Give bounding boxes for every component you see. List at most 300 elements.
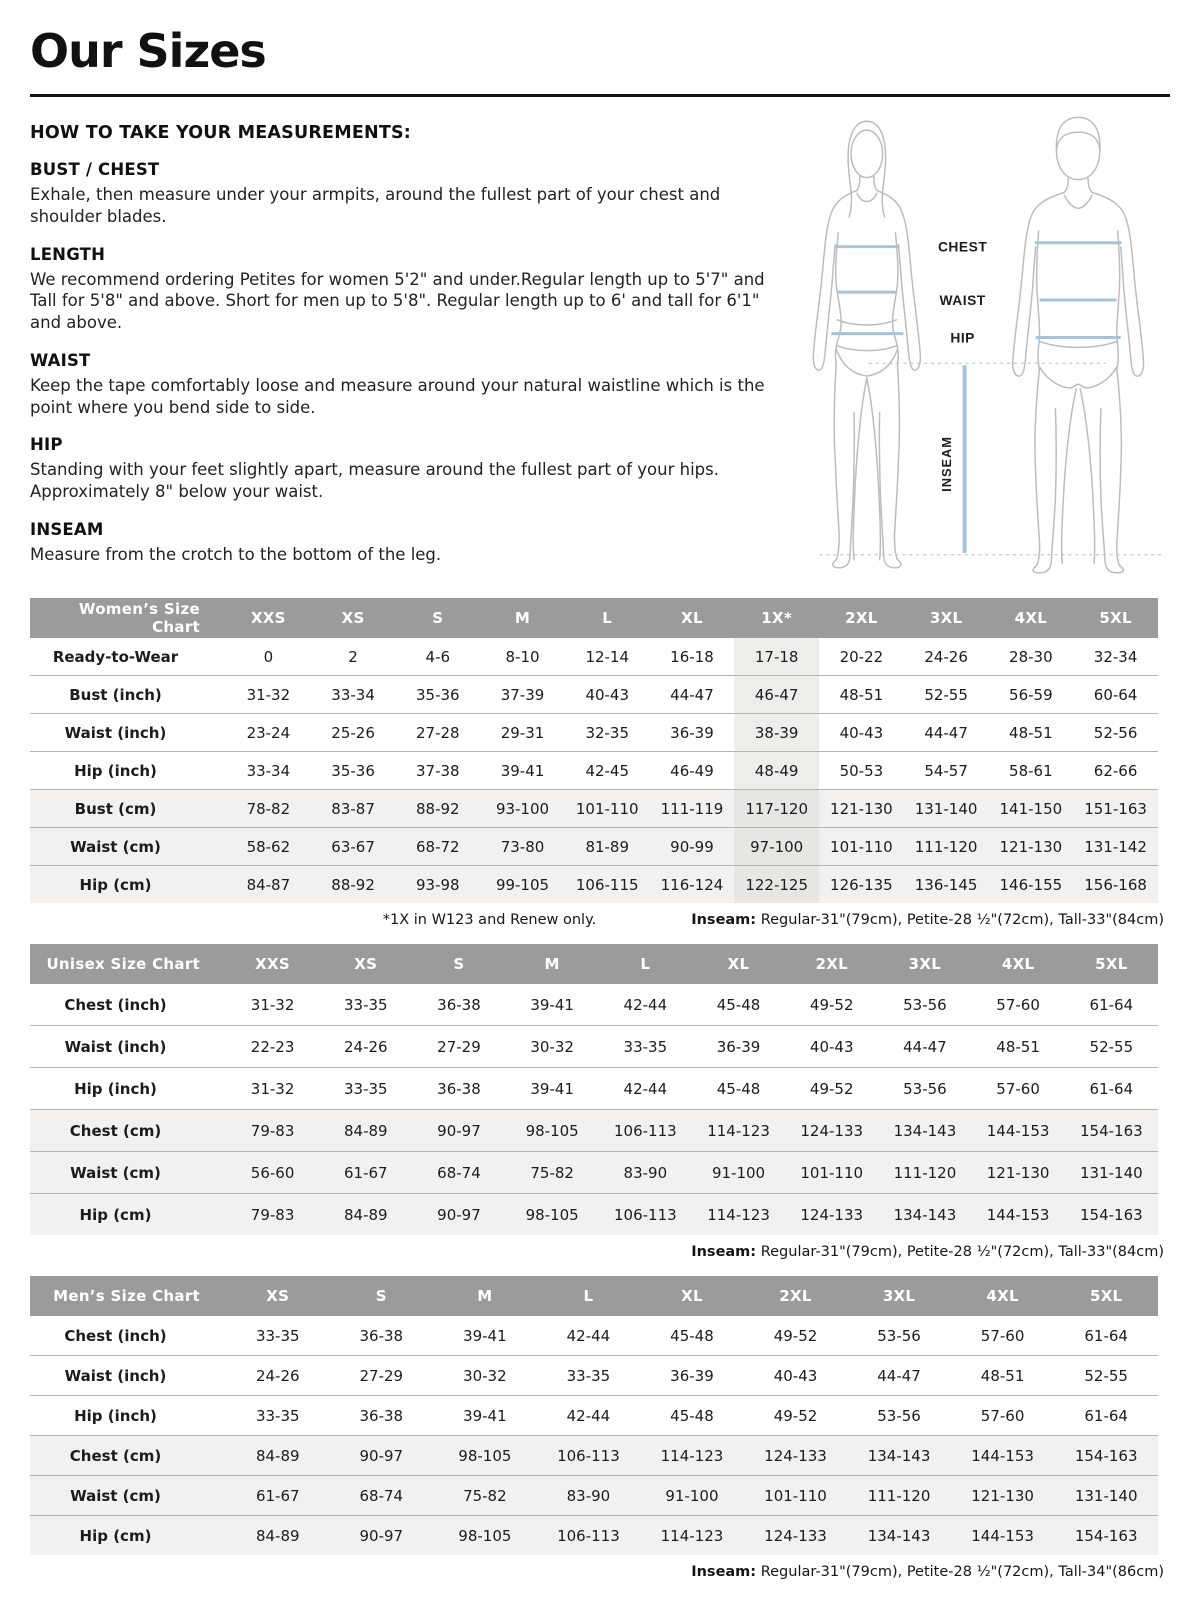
inseam-dash-lines — [819, 363, 1162, 555]
size-value-cell: 53-56 — [878, 1068, 971, 1110]
row-label-cell: Bust (cm) — [30, 790, 226, 828]
size-value-cell: 27-29 — [330, 1356, 434, 1396]
size-value-cell: 111-120 — [904, 828, 989, 866]
size-value-cell: 144-153 — [951, 1516, 1055, 1556]
size-value-cell: 101-110 — [565, 790, 650, 828]
size-value-cell: 12-14 — [585, 647, 630, 666]
table-row — [30, 676, 1158, 714]
body-measurement-diagram — [775, 107, 1170, 578]
size-value-cell: 79-83 — [226, 1194, 319, 1236]
inseam-footnote: Inseam: Regular-31"(79cm), Petite-28 ½"(72cm), Tall-33"(84cm) — [691, 912, 1164, 928]
size-value-cell: 42-44 — [623, 995, 668, 1014]
size-header-cell: XS — [311, 598, 396, 638]
size-value-cell: 90-99 — [650, 828, 735, 866]
size-value-cell: 31-32 — [226, 676, 311, 714]
size-value-cell: 49-52 — [785, 1068, 878, 1110]
size-value-cell: 29-31 — [480, 714, 565, 752]
size-value-cell: 131-140 — [1065, 1152, 1158, 1194]
size-value-cell: 31-32 — [250, 995, 295, 1014]
size-value-cell: 124-133 — [785, 1110, 878, 1152]
size-value-cell: 35-36 — [311, 752, 396, 790]
size-value-cell: 39-41 — [530, 995, 574, 1014]
row-label-cell: Waist (cm) — [30, 1476, 226, 1516]
size-value-cell: 33-35 — [599, 1026, 692, 1068]
size-value-cell: 39-41 — [506, 1068, 599, 1110]
size-value-cell: 79-83 — [226, 1110, 319, 1152]
size-value-cell: 48-51 — [988, 714, 1073, 752]
instruction-section — [30, 351, 775, 419]
size-value-cell: 37-38 — [395, 752, 480, 790]
size-value-cell: 61-64 — [1089, 995, 1134, 1014]
size-value-cell: 20-22 — [839, 647, 884, 666]
inseam-footnote: Inseam: Regular-31"(79cm), Petite-28 ½"(72cm), Tall-33"(84cm) — [691, 1244, 1164, 1260]
instruction-section-title: WAIST — [30, 350, 91, 370]
size-value-cell: 106-115 — [565, 866, 650, 904]
size-value-cell: 126-135 — [819, 866, 904, 904]
instruction-section-body: We recommend ordering Petites for women 5'2" and under.Regular length up to 5'7" and Tall for 5'8" and above. Short for men up to 5'8". Regular length up to 6' and tall for 6'1" and above. — [30, 269, 765, 333]
size-value-cell: 52-56 — [1073, 714, 1158, 752]
size-value-cell: 124-133 — [785, 1194, 878, 1236]
size-value-cell: 39-41 — [463, 1326, 507, 1345]
size-value-cell: 2 — [348, 647, 358, 666]
table-title-cell: Men’s Size Chart — [30, 1276, 226, 1316]
size-value-cell: 83-90 — [537, 1476, 641, 1516]
size-value-cell: 114-123 — [640, 1436, 744, 1476]
size-value-cell: 33-35 — [255, 1326, 300, 1345]
size-value-cell: 56-60 — [226, 1152, 319, 1194]
size-value-cell: 35-36 — [395, 676, 480, 714]
unisex-size-chart-section — [30, 944, 1170, 1262]
size-value-cell: 75-82 — [433, 1476, 537, 1516]
male-figure — [1013, 117, 1144, 572]
table-footnotes — [30, 1235, 1170, 1262]
size-value-cell: 93-98 — [395, 866, 480, 904]
row-label-cell: Hip (inch) — [30, 752, 226, 790]
size-value-cell: 24-26 — [924, 647, 968, 666]
size-value-cell: 84-89 — [226, 1436, 330, 1476]
size-value-cell: 30-32 — [506, 1026, 599, 1068]
size-value-cell: 45-48 — [692, 1068, 785, 1110]
size-value-cell: 23-24 — [226, 714, 311, 752]
size-value-cell: 24-26 — [319, 1026, 412, 1068]
size-value-cell: 36-39 — [650, 714, 735, 752]
table-row — [30, 984, 1158, 1026]
size-value-cell: 61-64 — [1054, 1396, 1158, 1436]
size-value-cell: 0 — [263, 647, 274, 666]
size-value-cell: 42-44 — [566, 1326, 611, 1345]
size-value-cell: 54-57 — [904, 752, 989, 790]
size-value-cell: 44-47 — [847, 1356, 951, 1396]
size-value-cell: 8-10 — [505, 647, 540, 666]
size-value-cell: 32-34 — [1093, 647, 1138, 666]
size-value-cell: 83-87 — [311, 790, 396, 828]
size-value-cell: 116-124 — [650, 866, 735, 904]
measurement-instructions — [30, 107, 775, 578]
size-header-cell: S — [395, 598, 480, 638]
size-value-cell: 56-59 — [988, 676, 1073, 714]
instruction-sections — [30, 160, 775, 566]
table-row — [30, 1476, 1158, 1516]
size-value-cell: 114-123 — [692, 1194, 785, 1236]
size-value-cell: 117-120 — [734, 790, 819, 828]
size-header-cell: 2XL — [785, 944, 878, 984]
unisex-size-chart — [30, 944, 1158, 1235]
size-value-cell: 84-89 — [226, 1516, 330, 1556]
table-row — [30, 1026, 1158, 1068]
size-value-cell: 111-120 — [878, 1152, 971, 1194]
size-value-cell: 22-23 — [226, 1026, 319, 1068]
size-header-cell: 4XL — [951, 1276, 1055, 1316]
size-header-cell: L — [565, 598, 650, 638]
size-value-cell: 24-26 — [226, 1356, 330, 1396]
size-value-cell: 101-110 — [819, 828, 904, 866]
size-value-cell: 91-100 — [640, 1476, 744, 1516]
instruction-section-title: HIP — [30, 435, 63, 455]
size-value-cell: 33-35 — [226, 1396, 330, 1436]
size-value-cell: 154-163 — [1065, 1194, 1158, 1236]
table-title-cell: Unisex Size Chart — [30, 944, 226, 984]
size-value-cell: 122-125 — [734, 866, 819, 904]
size-value-cell: 52-55 — [904, 676, 989, 714]
size-value-cell: 98-105 — [433, 1516, 537, 1556]
size-value-cell: 124-133 — [744, 1516, 848, 1556]
size-value-cell: 134-143 — [878, 1194, 971, 1236]
size-value-cell: 106-113 — [599, 1194, 692, 1236]
size-header-cell: 5XL — [1054, 1276, 1158, 1316]
size-value-cell: 45-48 — [670, 1326, 714, 1345]
size-value-cell: 45-48 — [716, 995, 761, 1014]
size-value-cell: 48-51 — [819, 676, 904, 714]
size-value-cell: 90-97 — [330, 1516, 434, 1556]
size-value-cell: 33-35 — [343, 995, 388, 1014]
size-value-cell: 63-67 — [311, 828, 396, 866]
size-value-cell: 124-133 — [744, 1436, 848, 1476]
size-value-cell: 44-47 — [650, 676, 735, 714]
size-value-cell: 42-44 — [599, 1068, 692, 1110]
size-value-cell: 134-143 — [878, 1110, 971, 1152]
figures-illustration — [775, 107, 1170, 574]
size-value-cell: 106-113 — [537, 1516, 641, 1556]
table-row — [30, 828, 1158, 866]
size-value-cell: 33-35 — [537, 1356, 641, 1396]
size-header-cell: 4XL — [972, 944, 1065, 984]
waist-label: WAIST — [939, 291, 986, 308]
size-value-cell: 58-62 — [226, 828, 311, 866]
inseam-label: INSEAM — [938, 436, 954, 492]
size-value-cell: 144-153 — [972, 1194, 1065, 1236]
size-value-cell: 40-43 — [785, 1026, 878, 1068]
size-value-cell: 78-82 — [226, 790, 311, 828]
row-label-cell: Waist (cm) — [30, 828, 226, 866]
size-value-cell: 57-60 — [951, 1396, 1055, 1436]
size-value-cell: 97-100 — [734, 828, 819, 866]
row-label-cell: Waist (inch) — [30, 1026, 226, 1068]
row-label-cell: Waist (inch) — [30, 1356, 226, 1396]
size-value-cell: 49-52 — [809, 995, 854, 1014]
size-value-cell: 36-38 — [330, 1396, 434, 1436]
size-value-cell: 27-28 — [395, 714, 480, 752]
row-label-cell: Waist (cm) — [30, 1152, 226, 1194]
female-figure — [813, 121, 920, 568]
size-value-cell: 154-163 — [1065, 1110, 1158, 1152]
hip-label: HIP — [950, 329, 975, 346]
size-header-cell: S — [330, 1276, 434, 1316]
size-value-cell: 48-49 — [734, 752, 819, 790]
size-header-cell: 3XL — [878, 944, 971, 984]
size-value-cell: 61-64 — [1065, 1068, 1158, 1110]
row-label-cell: Ready-to-Wear — [52, 647, 179, 666]
size-value-cell: 48-51 — [972, 1026, 1065, 1068]
instruction-section-body: Keep the tape comfortably loose and measure around your natural waistline which is the point where you bend side to side. — [30, 375, 765, 417]
size-value-cell: 28-30 — [1009, 647, 1053, 666]
size-value-cell: 121-130 — [951, 1476, 1055, 1516]
size-value-cell: 111-120 — [847, 1476, 951, 1516]
size-value-cell: 88-92 — [395, 790, 480, 828]
size-value-cell: 4-6 — [425, 647, 451, 666]
size-value-cell: 31-32 — [226, 1068, 319, 1110]
size-value-cell: 141-150 — [988, 790, 1073, 828]
instruction-section — [30, 520, 775, 566]
size-value-cell: 144-153 — [972, 1110, 1065, 1152]
size-value-cell: 73-80 — [480, 828, 565, 866]
size-value-cell: 106-113 — [599, 1110, 692, 1152]
instruction-section-body: Standing with your feet slightly apart, measure around the fullest part of your hips. Approximately 8" below your waist. — [30, 460, 719, 502]
instruction-section — [30, 245, 775, 334]
size-value-cell: 131-140 — [1054, 1476, 1158, 1516]
size-value-cell: 40-43 — [565, 676, 650, 714]
header-row — [30, 598, 1158, 638]
size-value-cell: 151-163 — [1073, 790, 1158, 828]
table-row — [30, 1194, 1158, 1236]
size-value-cell: 36-38 — [437, 995, 481, 1014]
chest-label: CHEST — [937, 238, 988, 255]
size-value-cell: 75-82 — [506, 1152, 599, 1194]
size-value-cell: 101-110 — [785, 1152, 878, 1194]
size-value-cell: 98-105 — [433, 1436, 537, 1476]
table-row — [30, 790, 1158, 828]
size-value-cell: 57-60 — [996, 995, 1040, 1014]
instruction-section-body: Measure from the crotch to the bottom of the leg. — [30, 544, 442, 564]
size-value-cell: 36-39 — [692, 1026, 785, 1068]
row-label-cell: Hip (inch) — [30, 1396, 226, 1436]
size-header-cell: XXS — [226, 598, 311, 638]
size-value-cell: 52-55 — [1065, 1026, 1158, 1068]
instruction-section-body: Exhale, then measure under your armpits, around the fullest part of your chest and shoulder blades. — [30, 185, 721, 226]
mens-size-chart-section — [30, 1276, 1170, 1582]
size-value-cell: 81-89 — [565, 828, 650, 866]
size-value-cell: 50-53 — [819, 752, 904, 790]
size-value-cell: 44-47 — [878, 1026, 971, 1068]
size-value-cell: 98-105 — [506, 1194, 599, 1236]
inseam-footnote: Inseam: Regular-31"(79cm), Petite-28 ½"(72cm), Tall-34"(86cm) — [691, 1564, 1164, 1580]
size-header-cell: XS — [319, 944, 412, 984]
size-value-cell: 48-51 — [951, 1356, 1055, 1396]
size-header-cell: L — [599, 944, 692, 984]
size-value-cell: 17-18 — [734, 638, 819, 676]
size-header-cell: 3XL — [847, 1276, 951, 1316]
page-title: Our Sizes — [30, 24, 266, 78]
size-value-cell: 42-45 — [565, 752, 650, 790]
size-value-cell: 32-35 — [565, 714, 650, 752]
measurements-heading: HOW TO TAKE YOUR MEASUREMENTS: — [30, 123, 411, 143]
size-header-cell: S — [412, 944, 505, 984]
size-value-cell: 114-123 — [692, 1110, 785, 1152]
size-header-cell: XL — [640, 1276, 744, 1316]
size-value-cell: 154-163 — [1054, 1516, 1158, 1556]
intro-section — [30, 107, 1170, 578]
size-header-cell: XXS — [226, 944, 319, 984]
table-row — [30, 1152, 1158, 1194]
size-value-cell: 84-89 — [319, 1194, 412, 1236]
size-value-cell: 68-74 — [330, 1476, 434, 1516]
row-label-cell: Chest (inch) — [64, 1326, 167, 1345]
size-value-cell: 131-142 — [1073, 828, 1158, 866]
measurement-lines — [831, 243, 1121, 553]
table-title-cell: Women’s Size Chart — [30, 598, 226, 638]
size-value-cell: 60-64 — [1073, 676, 1158, 714]
size-value-cell: 33-35 — [319, 1068, 412, 1110]
size-value-cell: 68-74 — [412, 1152, 505, 1194]
size-value-cell: 53-56 — [903, 995, 947, 1014]
size-header-cell: 4XL — [988, 598, 1073, 638]
size-value-cell: 101-110 — [744, 1476, 848, 1516]
size-value-cell: 61-67 — [226, 1476, 330, 1516]
table-row — [30, 752, 1158, 790]
table-row — [30, 638, 1158, 676]
size-value-cell: 44-47 — [904, 714, 989, 752]
size-value-cell: 88-92 — [311, 866, 396, 904]
size-header-cell: L — [537, 1276, 641, 1316]
size-value-cell: 49-52 — [773, 1326, 818, 1345]
size-header-cell: M — [506, 944, 599, 984]
size-value-cell: 154-163 — [1054, 1436, 1158, 1476]
instruction-section-title: INSEAM — [30, 519, 104, 539]
row-label-cell: Waist (inch) — [30, 714, 226, 752]
header-row — [30, 944, 1158, 984]
size-value-cell: 114-123 — [640, 1516, 744, 1556]
size-value-cell: 37-39 — [480, 676, 565, 714]
size-value-cell: 36-38 — [412, 1068, 505, 1110]
size-header-cell: 5XL — [1073, 598, 1158, 638]
size-value-cell: 53-56 — [877, 1326, 921, 1345]
row-label-cell: Chest (cm) — [30, 1436, 226, 1476]
size-value-cell: 33-34 — [226, 752, 311, 790]
size-value-cell: 146-155 — [988, 866, 1073, 904]
size-value-cell: 49-52 — [744, 1396, 848, 1436]
size-value-cell: 39-41 — [480, 752, 565, 790]
size-value-cell: 40-43 — [819, 714, 904, 752]
size-header-cell: XS — [226, 1276, 330, 1316]
size-value-cell: 111-119 — [650, 790, 735, 828]
instruction-section — [30, 160, 775, 228]
size-value-cell: 91-100 — [692, 1152, 785, 1194]
row-label-cell: Chest (cm) — [30, 1110, 226, 1152]
table-row — [30, 1436, 1158, 1476]
size-value-cell: 46-47 — [734, 676, 819, 714]
size-header-cell: 1X* — [734, 598, 819, 638]
size-value-cell: 61-67 — [319, 1152, 412, 1194]
table-row — [30, 1068, 1158, 1110]
size-value-cell: 53-56 — [847, 1396, 951, 1436]
size-value-cell: 144-153 — [951, 1436, 1055, 1476]
size-value-cell: 68-72 — [395, 828, 480, 866]
size-value-cell: 84-89 — [319, 1110, 412, 1152]
size-value-cell: 93-100 — [480, 790, 565, 828]
size-value-cell: 33-34 — [311, 676, 396, 714]
size-value-cell: 58-61 — [988, 752, 1073, 790]
size-value-cell: 38-39 — [734, 714, 819, 752]
size-value-cell: 25-26 — [311, 714, 396, 752]
table-footnotes — [30, 1555, 1170, 1582]
size-value-cell: 136-145 — [904, 866, 989, 904]
row-label-cell: Hip (cm) — [30, 1194, 226, 1236]
instruction-section — [30, 435, 775, 503]
size-value-cell: 30-32 — [433, 1356, 537, 1396]
size-value-cell: 121-130 — [819, 790, 904, 828]
size-header-cell: 3XL — [904, 598, 989, 638]
size-value-cell: 61-64 — [1084, 1326, 1128, 1345]
size-value-cell: 42-44 — [537, 1396, 641, 1436]
header-row — [30, 1276, 1158, 1316]
asterisk-footnote: *1X in W123 and Renew only. — [382, 912, 597, 928]
table-row — [30, 1356, 1158, 1396]
size-charts — [30, 598, 1170, 1582]
womens-size-chart-section — [30, 598, 1170, 930]
row-label-cell: Hip (cm) — [30, 1516, 226, 1556]
size-value-cell: 121-130 — [972, 1152, 1065, 1194]
row-label-cell: Hip (cm) — [30, 866, 226, 904]
row-label-cell: Chest (inch) — [64, 995, 167, 1014]
size-value-cell: 98-105 — [506, 1110, 599, 1152]
size-value-cell: 156-168 — [1073, 866, 1158, 904]
size-value-cell: 121-130 — [988, 828, 1073, 866]
table-row — [30, 1516, 1158, 1556]
size-value-cell: 62-66 — [1073, 752, 1158, 790]
size-value-cell: 90-97 — [412, 1110, 505, 1152]
size-header-cell: M — [433, 1276, 537, 1316]
size-header-cell: 5XL — [1065, 944, 1158, 984]
size-value-cell: 90-97 — [330, 1436, 434, 1476]
size-value-cell: 46-49 — [650, 752, 735, 790]
inseam-footnote-label: Inseam: — [691, 1244, 757, 1260]
size-value-cell: 36-39 — [640, 1356, 744, 1396]
size-value-cell: 134-143 — [847, 1436, 951, 1476]
size-value-cell: 131-140 — [904, 790, 989, 828]
inseam-footnote-label: Inseam: — [691, 912, 757, 928]
instruction-section-title: BUST / CHEST — [30, 160, 160, 179]
size-value-cell: 90-97 — [412, 1194, 505, 1236]
mens-size-chart — [30, 1276, 1158, 1555]
size-value-cell: 83-90 — [599, 1152, 692, 1194]
size-value-cell: 40-43 — [744, 1356, 848, 1396]
inseam-footnote-label: Inseam: — [691, 1564, 757, 1580]
size-value-cell: 57-60 — [972, 1068, 1065, 1110]
table-row — [30, 1110, 1158, 1152]
size-value-cell: 52-55 — [1054, 1356, 1158, 1396]
table-row — [30, 1396, 1158, 1436]
size-header-cell: 2XL — [819, 598, 904, 638]
row-label-cell: Bust (inch) — [30, 676, 226, 714]
size-value-cell: 84-87 — [226, 866, 311, 904]
row-label-cell: Hip (inch) — [30, 1068, 226, 1110]
title-divider — [30, 94, 1170, 97]
size-value-cell: 16-18 — [670, 647, 714, 666]
size-header-cell: M — [480, 598, 565, 638]
table-row — [30, 714, 1158, 752]
size-value-cell: 134-143 — [847, 1516, 951, 1556]
table-row — [30, 866, 1158, 904]
size-header-cell: XL — [692, 944, 785, 984]
